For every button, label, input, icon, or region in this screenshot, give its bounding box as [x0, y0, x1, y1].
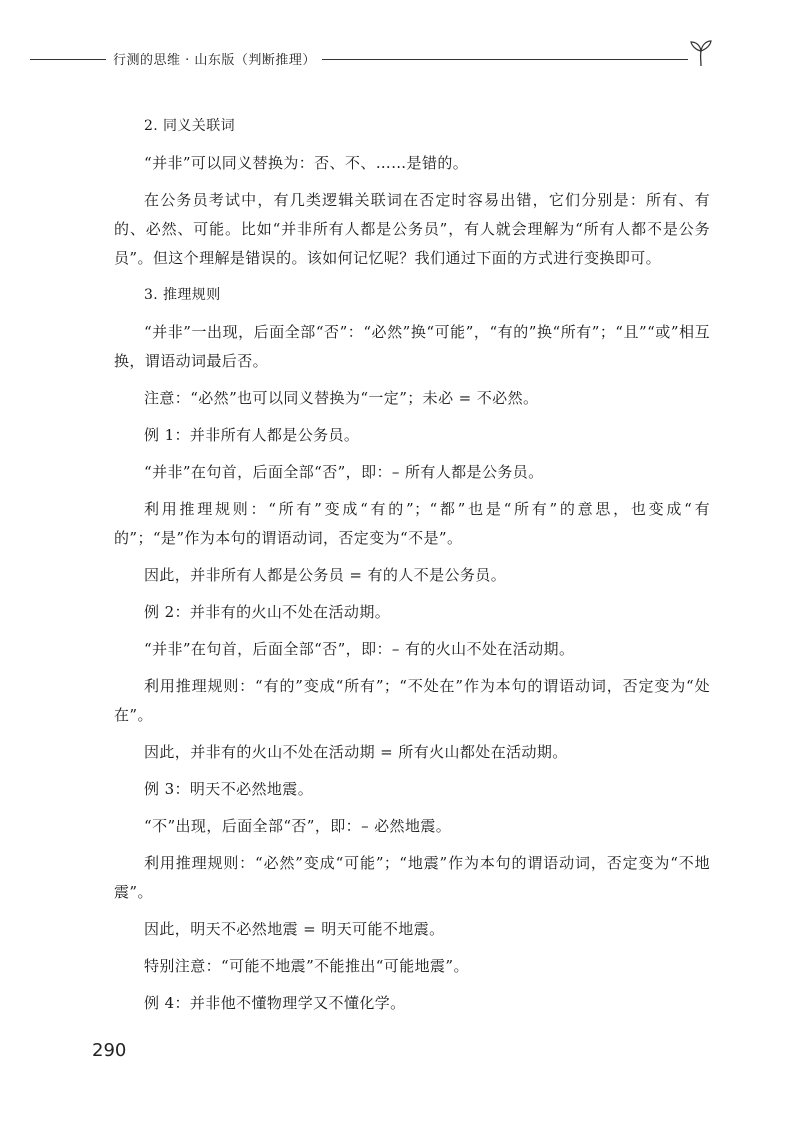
body-paragraph: 因此，并非所有人都是公务员 = 有的人不是公务员。 — [144, 566, 507, 584]
body-paragraph: 利用推理规则：“有的”变成“所有”；“不处在”作为本句的谓语动词，否定变为“处在”。 — [114, 677, 710, 724]
body-paragraph: 利用推理规则：“所有”变成“有的”；“都”也是“所有”的意思，也变成“有的”；“是”作为本句的谓语动词，否定变为“不是”。 — [114, 500, 710, 547]
sprout-icon — [686, 38, 716, 68]
page-body — [114, 112, 710, 1026]
body-paragraph: 在公务员考试中，有几类逻辑关联词在否定时容易出错，它们分别是：所有、有的、必然、可能。比如“并非所有人都是公务员”，有人就会理解为“所有人都不是公务员”。但这个理解是错误的。该如何记忆呢？我们通过下面的方式进行变换即可。 — [114, 191, 710, 267]
section-heading: 2. 同义关联词 — [144, 118, 236, 134]
running-header — [0, 44, 800, 74]
body-paragraph: 特别注意：“可能不地震”不能推出“可能地震”。 — [144, 957, 469, 975]
body-paragraph: 注意：“必然”也可以同义替换为“一定”；未必 = 不必然。 — [144, 389, 539, 407]
page-number: 290 — [92, 1040, 127, 1061]
header-rule-right — [322, 59, 688, 60]
header-title: 行测的思维 · 山东版（判断推理） — [113, 53, 316, 68]
body-paragraph: “并非”一出现，后面全部“否”：“必然”换“可能”，“有的”换“所有”；“且”“或”相互换，谓语动词最后否。 — [114, 323, 710, 370]
body-paragraph: 因此，明天不必然地震 = 明天可能不地震。 — [144, 920, 445, 938]
section-heading: 3. 推理规则 — [144, 287, 221, 303]
body-paragraph: 利用推理规则：“必然”变成“可能”；“地震”作为本句的谓语动词，否定变为“不地震”。 — [114, 854, 710, 901]
body-paragraph: 例 2：并非有的火山不处在活动期。 — [144, 603, 391, 621]
body-paragraph: “并非”在句首，后面全部“否”，即：– 有的火山不处在活动期。 — [144, 640, 575, 658]
header-rule-left — [30, 59, 106, 60]
body-paragraph: “并非”可以同义替换为：否、不、……是错的。 — [144, 154, 469, 172]
body-paragraph: 例 4：并非他不懂物理学又不懂化学。 — [144, 994, 406, 1012]
body-paragraph: 因此，并非有的火山不处在活动期 = 所有火山都处在活动期。 — [144, 743, 568, 761]
body-paragraph: “不”出现，后面全部“否”，即：– 必然地震。 — [144, 817, 452, 835]
body-paragraph: “并非”在句首，后面全部“否”，即：– 所有人都是公务员。 — [144, 463, 544, 481]
body-paragraph: 例 1：并非所有人都是公务员。 — [144, 426, 360, 444]
body-paragraph: 例 3：明天不必然地震。 — [144, 780, 314, 798]
